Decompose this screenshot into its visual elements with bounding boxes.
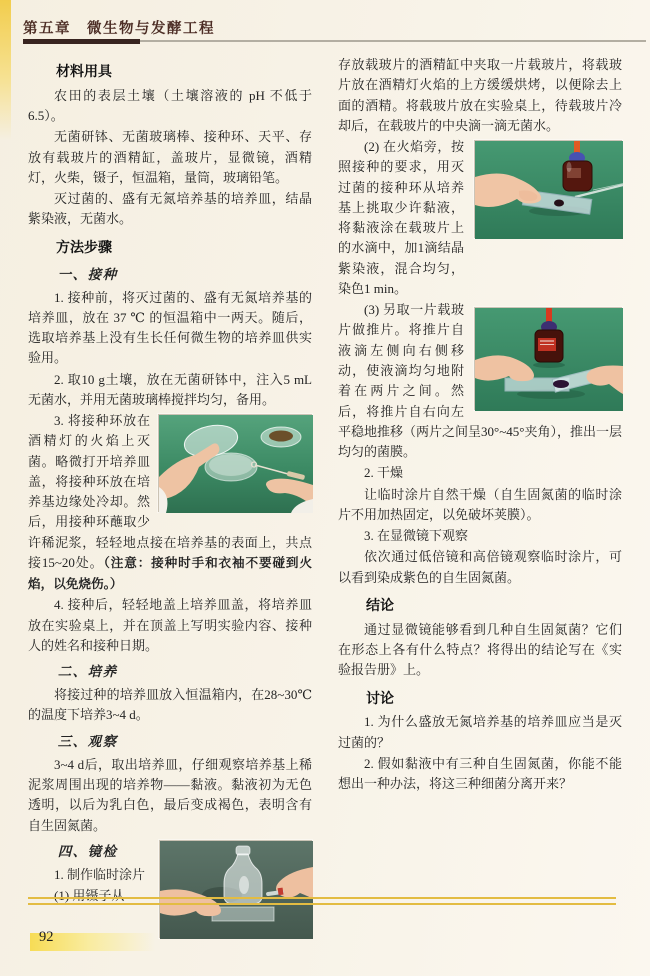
paragraph-with-photo <box>338 137 622 299</box>
header-rule-thick <box>23 39 140 44</box>
column-left <box>28 54 312 904</box>
step-heading-observe-microscope: 3. 在显微镜下观察 <box>364 528 469 544</box>
sub-heading-observe: 三、观察 <box>57 733 118 749</box>
photo-staining-smear <box>474 140 622 238</box>
paragraph: 无菌研钵、无菌玻璃棒、接种环、天平、存放有载玻片的酒精缸，盖玻片，显微镜，酒精灯，火柴，镊子，恒温箱，量筒，玻璃铅笔。 <box>28 129 312 185</box>
paragraph-text: (3) 另取一片载玻片做推片。将推片自液滴左侧向右侧移动，使液滴均匀地附着在两片之间。然后，将推片自右向左平稳地推移（两片之间呈30°~45°夹角），推出一层均匀的菌膜。 <box>338 302 622 460</box>
paragraph: 1. 为什么盛放无氮培养基的培养皿应当是灭过菌的？ <box>338 714 622 750</box>
paragraph: 1. 接种前，将灭过菌的、盛有无氮培养基的培养皿，放在 37 ℃ 的恒温箱中一两天。随后，选取培养基上没有生长任何微生物的培养皿供实验用。 <box>28 289 312 366</box>
page-number: 92 <box>39 928 54 945</box>
paragraph-with-photo <box>338 300 622 462</box>
paragraph: 灭过菌的、盛有无氮培养基的培养皿，结晶紫染液，无菌水。 <box>28 191 312 227</box>
paragraph: 通过显微镜能够看到几种自生固氮菌？它们在形态上各有什么特点？将得出的结论写在《实验报告册》上。 <box>338 621 622 678</box>
photo-temporary-mount <box>159 840 312 938</box>
paragraph: 依次通过低倍镜和高倍镜观察临时涂片，可以看到染成紫色的自生固氮菌。 <box>338 549 622 585</box>
header-rule-thin <box>140 40 646 42</box>
column-right <box>338 54 622 894</box>
paragraph: 农田的表层土壤（土壤溶液的 pH 不低于6.5）。 <box>28 87 312 124</box>
page-number-band <box>30 928 162 951</box>
chapter-header: 第五章 微生物与发酵工程 <box>23 21 215 37</box>
sub-heading-culture: 二、培养 <box>57 664 118 680</box>
section-heading-discussion: 讨论 <box>366 689 394 706</box>
step-heading-dry: 2. 干燥 <box>364 465 404 481</box>
paragraph: 4. 接种后，轻轻地盖上培养皿盖，将培养皿放在实验桌上，并在顶盖上写明实验内容、接种人的姓名和接种日期。 <box>28 597 312 653</box>
paragraph-text: (2) 在火焰旁，按照接种的要求，用灭过菌的接种环从培养基上挑取少许黏液，将黏液涂在载玻片上的水滴中，加1滴结晶紫染液，混合均匀，染色1 min。 <box>338 139 464 296</box>
safety-note: （注意：接种时手和衣袖不要碰到火焰，以免烧伤。） <box>28 556 312 591</box>
two-column-layout <box>28 54 622 904</box>
paragraph: (1) 用镊子从 <box>54 888 125 904</box>
sub-heading-microscopy: 四、镜检 <box>57 843 118 859</box>
paragraph-with-photo <box>28 411 312 594</box>
sub-heading-inoculation: 一、接种 <box>57 266 118 282</box>
paragraph: 1. 制作临时涂片 <box>54 866 146 882</box>
photo-inoculating-petri-dish <box>158 414 312 512</box>
paragraph: 将接过种的培养皿放入恒温箱内，在28~30℃的温度下培养3~4 d。 <box>28 687 312 723</box>
section-heading-method: 方法步骤 <box>56 238 112 255</box>
paragraph-text: 3. 将接种环放在酒精灯的火焰上灭菌。略微打开培养皿盖，将接种环放在培养基边缘处冷却。然后，用接种环蘸取少许稀泥浆，轻轻地点接在培养基的表面上，共点接15~20处。 <box>28 413 312 571</box>
section-heading-materials: 材料用具 <box>56 63 112 79</box>
paragraph: 2. 假如黏液中有三种自生固氮菌，你能不能想出一种办法，将这三种细菌分离开来？ <box>338 755 622 792</box>
paragraph: 3~4 d后，取出培养皿，仔细观察培养基上稀泥浆周围出现的培养物——黏液。黏液初为无色透明，以后为乳白色，最后变成褐色，表明含有自生固氮菌。 <box>28 756 312 833</box>
photo-push-slide <box>474 307 622 410</box>
section-heading-conclusion: 结论 <box>366 596 394 613</box>
paragraph-continuation: 存放载玻片的酒精缸中夹取一片载玻片，将载玻片放在酒精灯火焰的上方缓缓烘烤，以便除去上面的酒精。将载玻片放在实验桌上，待载玻片冷却后，在载玻片的中央滴一滴无菌水。 <box>338 57 622 133</box>
paragraph: 2. 取10 g土壤，放在无菌研钵中，注入5 mL无菌水，并用无菌玻璃棒搅拌均匀，备用。 <box>28 371 312 407</box>
paragraph: 让临时涂片自然干燥（自生固氮菌的临时涂片不用加热固定，以免破坏荚膜）。 <box>338 486 622 522</box>
page-edge-highlight <box>0 0 11 140</box>
footer-gold-rule <box>28 897 616 905</box>
